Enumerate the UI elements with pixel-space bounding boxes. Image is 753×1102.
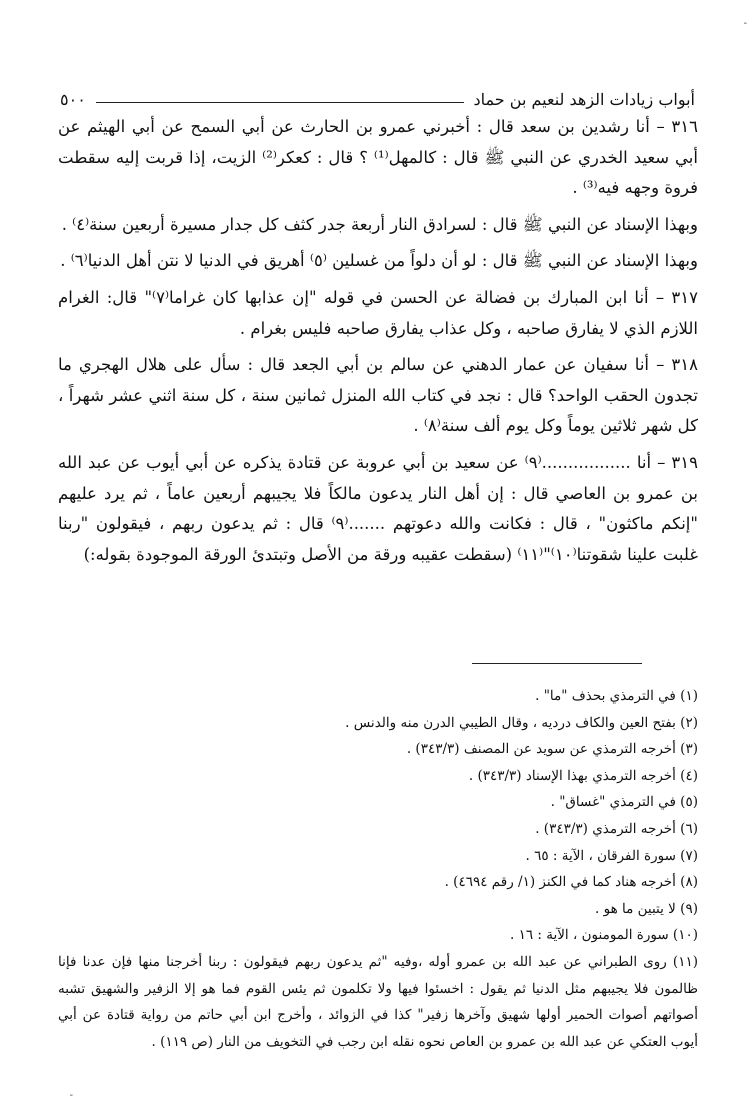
header-rule <box>96 102 464 103</box>
scan-mark: - <box>69 1090 73 1101</box>
page-number: ٥٠٠ <box>60 90 86 109</box>
paragraph-317: ٣١٧ – أنا ابن المبارك بن فضالة عن الحسن في قوله "إن عذابها كان غراما⁽٧⁾" قال: الغرام اللازم الذي لا يفارق صاحبه ، وكل عذاب يفارق صاحبه فليس بغرام . <box>58 287 698 338</box>
footnote-6: (٦) أخرجه الترمذي (٣٤٣/٣) . <box>535 820 698 837</box>
running-header <box>60 85 695 109</box>
footnote-11: (١١) روى الطبراني عن عبد الله بن عمرو أوله ،وفيه "ثم يدعون ربهم فيقولون : ربنا أخرجنا منها فإن عدنا فإنا ظالمون فلا يجيبهم مثل الدنيا ثم يقول : اخسئوا فيها ولا تكلمون ثم يئس القوم فما هو إلا الزفير والشهيق تشبه أصواتهم أصوات الحمير أولها شهيق وآخرها زفير" كذا في الزوائد ، وأخرج ابن أبي حاتم من رواية قتادة عن أبي أيوب العتكي عن عبد الله بن عمرو بن العاص نحوه نقله ابن رجب في التخويف من النار (ص ١١٩) . <box>58 953 698 1050</box>
paragraph-319: ٣١٩ – أنا .................⁽٩⁾ عن سعيد بن أبي عروبة عن قتادة يذكره عن أبي أيوب عن عبد الله بن عمرو بن العاصي قال : إن أهل النار يدعون مالكاً فلا يجيبهم أربعين عاماً ، ثم يرد عليهم "إنكم ماكثون" ، قال : فكانت والله دعوتهم .......⁽٩⁾ قال : ثم يدعون ربهم ، فيقولون "ربنا غلبت علينا شقوتنا⁽١٠⁾"⁽١١⁾ (سقطت عقيبه ورقة من الأصل وتبتدئ الورقة الموجودة بقوله:) <box>58 452 699 564</box>
footnotes <box>58 683 698 1055</box>
footnote-5: (٥) في الترمذي "غساق" . <box>550 794 698 811</box>
footnote-4: (٤) أخرجه الترمذي بهذا الإسناد (٣٤٣/٣) . <box>468 767 698 784</box>
footnote-10: (١٠) سورة المومنون ، الآية : ١٦ . <box>510 927 698 944</box>
footnote-9: (٩) لا يتبين ما هو . <box>595 900 698 917</box>
footnote-separator <box>472 663 642 664</box>
footnote-7: (٧) سورة الفرقان ، الآية : ٦٥ . <box>525 847 698 864</box>
footnote-8: (٨) أخرجه هناد كما في الكنز (١/ رقم ٤٦٩٤) . <box>444 874 698 891</box>
header-title: أبواب زيادات الزهد لنعيم بن حماد <box>473 90 695 109</box>
paragraph-316-c: وبهذا الإسناد عن النبي ﷺ قال : لو أن دلواً من غسلين ⁽٥⁾ أهريق في الدنيا لا نتن أهل الدنيا⁽٦⁾ . <box>60 251 698 271</box>
paragraph-316-b: وبهذا الإسناد عن النبي ﷺ قال : لسرادق النار أربعة جدر كثف كل جدار مسيرة أربعين سنة⁽٤⁾ . <box>61 214 698 234</box>
footnote-3: (٣) أخرجه الترمذي عن سويد عن المصنف (٣٤٣/٣) . <box>406 741 698 758</box>
footnote-2: (٢) بفتح العين والكاف درديه ، وقال الطيبي الدرن منه والدنس . <box>345 714 698 731</box>
paragraph-318: ٣١٨ – أنا سفيان عن عمار الدهني عن سالم بن أبي الجعد قال : سأل على هلال الهجري ما تجدون الحقب الواحد؟ قال : نجد في كتاب الله المنزل ثمانين سنة ، كل سنة اثني عشر شهراً ، كل شهر ثلاثين يوماً وكل يوم ألف سنة⁽٨⁾ . <box>58 355 698 436</box>
main-text <box>58 112 698 570</box>
scan-mark: - <box>743 18 747 29</box>
footnote-1: (١) في الترمذي بحذف "ما" . <box>535 688 698 704</box>
paragraph-316: ٣١٦ – أنا رشدين بن سعد قال : أخبرني عمرو بن الحارث عن أبي السمح عن أبي الهيثم عن أبي سعيد الخدري عن النبي ﷺ قال : كالمهل⁽¹⁾ ؟ قال : كعكر⁽²⁾ الزيت، إذا قربت إليه سقطت فروة وجهه فيه⁽³⁾ . <box>58 117 698 198</box>
